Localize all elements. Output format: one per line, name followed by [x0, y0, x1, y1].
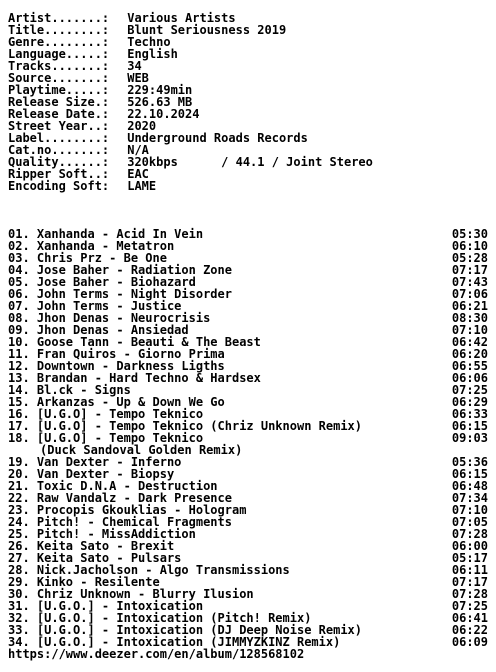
track-title: 22. Raw Vandalz - Dark Presence — [8, 491, 232, 505]
track-duration: 07:43 — [451, 275, 488, 289]
track-title: 23. Procopis Gkouklias - Hologram — [8, 503, 247, 517]
info-key: Cat.no.......: — [8, 143, 110, 157]
track-duration: 05:36 — [451, 455, 488, 469]
track-title: 15. Arkanzas - Up & Down We Go — [8, 395, 225, 409]
track-duration: 06:41 — [451, 611, 488, 625]
track-title: 32. [U.G.O.] - Intoxication (Pitch! Remix) — [8, 611, 312, 625]
info-key: Release Size.: — [8, 95, 110, 109]
track-duration: 06:20 — [451, 347, 488, 361]
track-duration: 07:17 — [451, 575, 488, 589]
track-duration: 06:15 — [451, 467, 488, 481]
track-title: 17. [U.G.O] - Tempo Teknico (Chriz Unknown Remix) — [8, 419, 363, 433]
track-title: 24. Pitch! - Chemical Fragments — [8, 515, 232, 529]
release-info — [8, 12, 488, 192]
info-key: Encoding Soft: — [8, 179, 110, 193]
track-duration: 06:11 — [451, 563, 488, 577]
track-duration: 06:10 — [451, 239, 488, 253]
source-url[interactable]: https://www.deezer.com/en/album/128568102 — [8, 647, 305, 661]
info-value: Techno — [127, 35, 171, 49]
track-title: 33. [U.G.O.] - Intoxication (DJ Deep Noise Remix) — [8, 623, 363, 637]
track-duration: 07:05 — [451, 515, 488, 529]
track-duration: 07:25 — [451, 383, 488, 397]
info-key: Source.......: — [8, 71, 110, 85]
track-duration: 07:25 — [451, 599, 488, 613]
info-value: 22.10.2024 — [127, 107, 200, 121]
info-value: English — [127, 47, 178, 61]
info-value: 320kbps / 44.1 / Joint Stereo — [127, 155, 373, 169]
track-title: 30. Chriz Unknown - Blurry Ilusion — [8, 587, 254, 601]
track-duration: 07:34 — [451, 491, 488, 505]
track-title: 19. Van Dexter - Inferno — [8, 455, 182, 469]
track-title: 01. Xanhanda - Acid In Vein — [8, 227, 204, 241]
track-duration: 06:00 — [451, 539, 488, 553]
track-duration: 05:28 — [451, 251, 488, 265]
track-title: 08. Jhon Denas - Neurocrisis — [8, 311, 211, 325]
track-title: 14. Bl.ck - Signs — [8, 383, 131, 397]
track-duration: 06:22 — [451, 623, 488, 637]
info-value: 34 — [127, 59, 142, 73]
info-value: 229:49min — [127, 83, 193, 97]
track-duration: 06:09 — [451, 635, 488, 649]
track-duration: 05:17 — [451, 551, 488, 565]
track-title: 34. [U.G.O.] - Intoxication (JIMMYZKINZ Remix) — [8, 635, 341, 649]
info-key: Tracks.......: — [8, 59, 110, 73]
track-duration: 06:55 — [451, 359, 488, 373]
spacer — [8, 192, 488, 204]
track-title: 07. John Terms - Justice — [8, 299, 182, 313]
info-key: Quality......: — [8, 155, 110, 169]
track-title: 25. Pitch! - MissAddiction — [8, 527, 196, 541]
track-title: 11. Fran Quiros - Giorno Prima — [8, 347, 225, 361]
track-title: 31. [U.G.O.] - Intoxication — [8, 599, 204, 613]
track-duration: 06:33 — [451, 407, 488, 421]
info-value: 2020 — [127, 119, 157, 133]
track-title: 28. Nick.Jacholson - Algo Transmissions — [8, 563, 290, 577]
info-row — [8, 180, 488, 192]
track-title-continuation: (Duck Sandoval Golden Remix) — [40, 443, 243, 457]
track-title: 03. Chris Prz - Be One — [8, 251, 167, 265]
info-key: Title........: — [8, 23, 110, 37]
nfo-document — [8, 12, 488, 648]
info-key: Ripper Soft..: — [8, 167, 110, 181]
track-duration: 07:06 — [451, 287, 488, 301]
info-value: EAC — [127, 167, 149, 181]
info-value: Underground Roads Records — [127, 131, 308, 145]
track-title: 18. [U.G.O] - Tempo Teknico — [8, 431, 204, 445]
track-title: 09. Jhon Denas - Ansiedad — [8, 323, 189, 337]
track-title: 27. Keita Sato - Pulsars — [8, 551, 182, 565]
track-title: 16. [U.G.O] - Tempo Teknico — [8, 407, 204, 421]
track-title: 13. Brandan - Hard Techno & Hardsex — [8, 371, 261, 385]
track-duration: 05:30 — [451, 227, 488, 241]
track-title: 20. Van Dexter - Biopsy — [8, 467, 175, 481]
info-value: 526.63 MB — [127, 95, 193, 109]
track-title: 29. Kinko - Resilente — [8, 575, 160, 589]
info-value: LAME — [127, 179, 157, 193]
track-duration: 07:10 — [451, 503, 488, 517]
track-duration: 07:28 — [451, 587, 488, 601]
track-title: 02. Xanhanda - Metatron — [8, 239, 175, 253]
track-duration: 07:10 — [451, 323, 488, 337]
info-key: Release Date.: — [8, 107, 110, 121]
track-title: 06. John Terms - Night Disorder — [8, 287, 232, 301]
tracklist — [8, 228, 488, 648]
track-duration: 07:17 — [451, 263, 488, 277]
track-duration: 06:42 — [451, 335, 488, 349]
info-key: Playtime.....: — [8, 83, 110, 97]
track-duration: 06:29 — [451, 395, 488, 409]
info-value: N/A — [127, 143, 149, 157]
info-key: Artist.......: — [8, 11, 110, 25]
track-title: 26. Keita Sato - Brexit — [8, 539, 175, 553]
spacer — [8, 204, 488, 216]
info-key: Language.....: — [8, 47, 110, 61]
track-duration: 06:48 — [451, 479, 488, 493]
track-title: 04. Jose Baher - Radiation Zone — [8, 263, 232, 277]
track-duration: 06:06 — [451, 371, 488, 385]
track-title: 12. Downtown - Darkness Ligths — [8, 359, 225, 373]
track-title: 21. Toxic D.N.A - Destruction — [8, 479, 218, 493]
track-duration: 07:28 — [451, 527, 488, 541]
track-title: 05. Jose Baher - Biohazard — [8, 275, 196, 289]
track-title: 10. Goose Tann - Beauti & The Beast — [8, 335, 261, 349]
track-duration: 06:21 — [451, 299, 488, 313]
info-key: Genre........: — [8, 35, 110, 49]
track-duration: 06:15 — [451, 419, 488, 433]
info-value: Blunt Seriousness 2019 — [127, 23, 287, 37]
info-key: Street Year..: — [8, 119, 110, 133]
track-duration: 09:03 — [451, 431, 488, 445]
info-key: Label........: — [8, 131, 110, 145]
info-value: WEB — [127, 71, 149, 85]
track-duration: 08:30 — [451, 311, 488, 325]
info-value: Various Artists — [127, 11, 236, 25]
